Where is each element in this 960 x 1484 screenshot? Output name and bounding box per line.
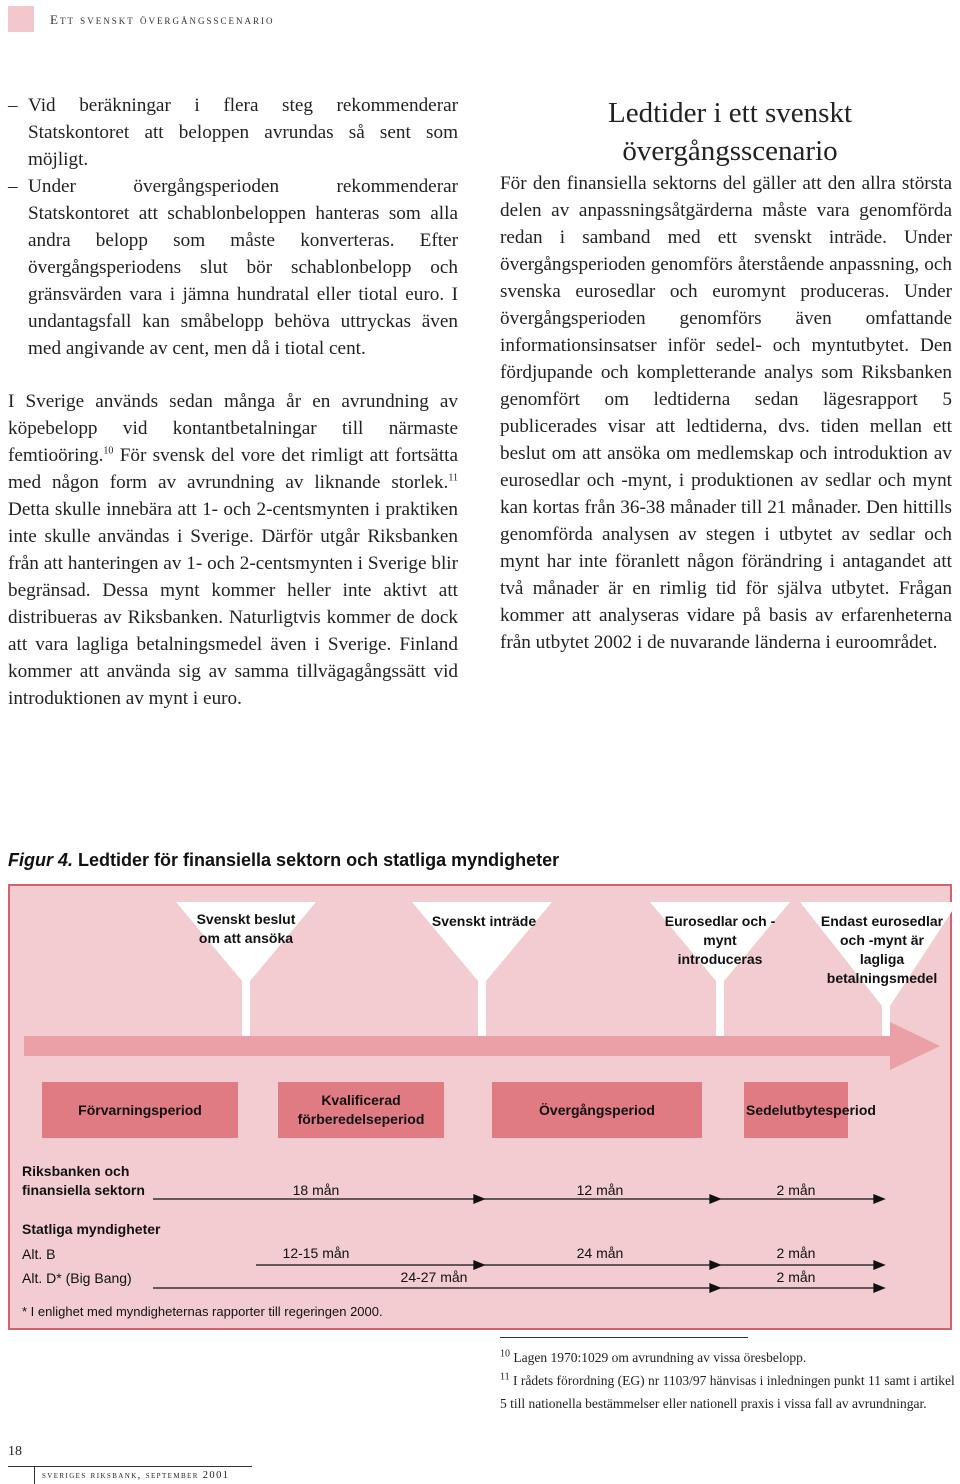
footnote xyxy=(500,1369,955,1415)
duration-label: 24-27 mån xyxy=(400,1269,468,1285)
phase-box xyxy=(744,1082,876,1138)
phase-box xyxy=(42,1082,238,1138)
arrow-head xyxy=(710,1261,720,1269)
bullet-item: – Vid beräkningar i flera steg rekommenderar Statskontoret att beloppen avrundas så sent som möjligt. xyxy=(8,92,458,173)
sidebar-title: Ledtider i ett svenskt övergångsscenario xyxy=(607,97,853,167)
duration-label: 2 mån xyxy=(776,1245,816,1261)
footnote-text: I rådets förordning (EG) nr 1103/97 hänvisas i inledningen punkt 11 samt i artikel 5 till nationella bestämmelser eller nationell praxis i vissa fall av avrundningar. xyxy=(500,1373,955,1411)
footnote-number: 11 xyxy=(500,1371,510,1383)
duration-label: 12-15 mån xyxy=(282,1245,350,1261)
figure-note: * I enlighet med myndigheternas rapporter till regeringen 2000. xyxy=(22,1304,383,1319)
duration-label: 18 mån xyxy=(292,1182,340,1198)
page-number: 18 xyxy=(8,1444,22,1459)
duration-label: 12 mån xyxy=(576,1182,624,1198)
arrow-head xyxy=(874,1261,884,1269)
footnote-number: 10 xyxy=(500,1348,510,1360)
paragraph-text: Detta skulle innebära att 1- och 2-centsmynten i praktiken inte skulle användas i Sverige. Därför utgår Riksbanken från att hanteringen av 1- och 2-centsmynten i Sverige blir begränsad. Dessa mynt kommer heller inte aktivt att distribueras av Riksbanken. Naturligtvis kommer de dock att vara lagliga betalningsmedel även i Sverige. Finland kommer att använda sig av samma tillvägagångssätt vid introduktionen av mynt i euro. xyxy=(8,499,458,709)
right-column xyxy=(500,170,952,656)
arrow-head xyxy=(474,1195,484,1203)
bullet-list xyxy=(8,92,458,362)
footnote xyxy=(500,1346,955,1369)
row-label: Riksbanken och finansiella sektorn xyxy=(22,1163,145,1198)
phase-box xyxy=(278,1082,444,1138)
phase-label: Förvarningsperiod xyxy=(78,1101,202,1118)
body-paragraph xyxy=(8,388,458,712)
footer-rule xyxy=(8,1466,34,1467)
footnote-text: Lagen 1970:1029 om avrundning av vissa öresbelopp. xyxy=(513,1350,807,1365)
footnote-ref: 10 xyxy=(103,445,114,457)
duration-label: 2 mån xyxy=(776,1182,816,1198)
milestone-label: Endast eurosedlar och -mynt är lagliga betalningsmedel xyxy=(820,913,944,986)
arrow-head xyxy=(874,1195,884,1203)
milestone-label: Eurosedlar och -mynt introduceras xyxy=(664,913,776,967)
phase-label: Övergångsperiod xyxy=(539,1101,655,1118)
milestone-label: Svenskt beslut om att ansöka xyxy=(196,911,296,946)
header-color-box xyxy=(8,6,34,32)
timeline-figure xyxy=(8,884,952,1330)
milestone-label: Svenskt inträde xyxy=(431,913,537,929)
row-label: Alt. B xyxy=(22,1246,56,1262)
duration-label: 2 mån xyxy=(776,1269,816,1285)
bullet-item: – Under övergångsperioden rekommenderar Statskontoret att schablonbeloppen hanteras som alla andra belopp som måste konverteras. Efter övergångsperiodens slut bör schablonbelopp och gränsvärden vara i jämna hundratal eller tiotal euro. I undantagsfall kan småbelopp behöva uttryckas även med angivande av cent, men då i tiotal cent. xyxy=(8,173,458,362)
running-header: Ett svenskt övergångsscenario xyxy=(50,12,275,27)
arrow-head xyxy=(474,1261,484,1269)
footer-divider xyxy=(34,1466,35,1484)
paragraph-text: För svensk del vore det rimligt att fortsätta med någon form av avrundning av liknande storlek. xyxy=(8,445,458,493)
figure-caption xyxy=(8,850,559,871)
phase-box xyxy=(492,1082,702,1138)
arrow-head xyxy=(874,1284,884,1292)
phase-label: Sedelutbytesperiod xyxy=(746,1101,876,1118)
paragraph-text: I Sverige används sedan många år en avrundning av köpebelopp vid kontantbetalningar till närmaste femtioöring. xyxy=(8,391,458,466)
row-label: Alt. D* (Big Bang) xyxy=(22,1270,132,1286)
duration-label: 24 mån xyxy=(576,1245,624,1261)
arrow-head xyxy=(710,1284,720,1292)
sidebar-paragraph: För den finansiella sektorns del gäller att den allra största delen av anpassningsåtgärderna måste vara genomförda redan i samband med ett svenskt inträde. Under övergångsperioden genomförs återstående anpassning, och svenska eurosedlar och euromynt produceras. Under övergångsperioden genomförs även omfattande informationsinsatser inför sedel- och myntutbytet. Den fördjupande och kompletterande analys som Riksbanken genomfört om ledtiderna sedan lägesrapport 5 publicerades visar att ledtiderna, dvs. tiden mellan ett beslut om att ansöka om medlemskap och introduktion av eurosedlar och -mynt, i produktionen av sedlar och mynt kan kortas från 36-38 månader till 21 månader. Den hittills genomförda analysen av stegen i utbytet av sedlar och mynt har inte föranlett någon förändring i antagandet att två månader är en rimlig tid för själva utbytet. Frågan kommer att analyseras vidare på basis av erfarenheterna från utbytet 2002 i de nuvarande länderna i euroområdet. xyxy=(500,173,952,653)
arrow-head xyxy=(710,1195,720,1203)
figure-number: Figur 4. xyxy=(8,850,74,870)
row-label: Statliga myndigheter xyxy=(22,1221,161,1237)
footnote-ref: 11 xyxy=(448,472,458,484)
footnotes xyxy=(500,1346,955,1415)
footer-publication: sveriges riksbank, september 2001 xyxy=(42,1470,230,1481)
footnote-rule xyxy=(500,1337,748,1338)
footer-rule xyxy=(34,1466,252,1467)
phase-label: Kvalificerad förberedelseperiod xyxy=(297,1092,425,1127)
figure-title: Ledtider för finansiella sektorn och statliga myndigheter xyxy=(73,850,560,870)
left-column xyxy=(8,92,458,712)
